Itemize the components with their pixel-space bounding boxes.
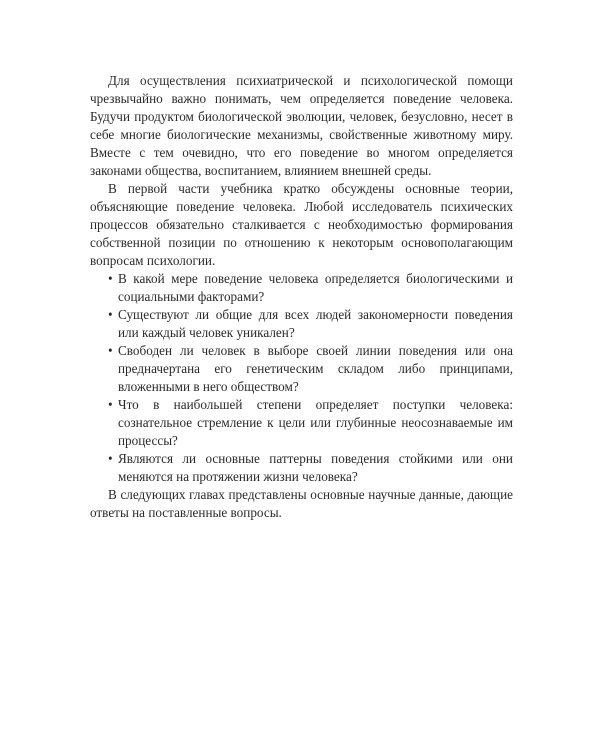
questions-list xyxy=(90,270,513,486)
document-page xyxy=(90,72,513,522)
bullet-icon: • xyxy=(108,271,113,286)
question-text: В какой мере поведение человека определяется биологическими и социальными факторами? xyxy=(118,271,513,304)
list-item xyxy=(90,450,513,486)
bullet-icon: • xyxy=(108,397,113,412)
list-item xyxy=(90,306,513,342)
textbook-overview-paragraph: В первой части учебника кратко обсуждены основные теории, объясняющие поведение человека. Любой исследователь психических процессов обязательно сталкивается с необходимостью формирования собственной позиции по отношению к некоторым основополагающим вопросам психологии. xyxy=(90,181,513,268)
bullet-icon: • xyxy=(108,307,113,322)
bullet-icon: • xyxy=(108,343,113,358)
question-text: Существуют ли общие для всех людей закономерности поведения или каждый человек уникален? xyxy=(118,307,513,340)
list-item xyxy=(90,342,513,396)
list-item xyxy=(90,270,513,306)
closing-paragraph: В следующих главах представлены основные научные данные, дающие ответы на поставленные вопросы. xyxy=(90,487,513,520)
bullet-icon: • xyxy=(108,451,113,466)
question-text: Что в наибольшей степени определяет поступки человека: сознательное стремление к цели или глубинные неосознаваемые им процессы? xyxy=(118,397,513,448)
list-item xyxy=(90,396,513,450)
question-text: Свободен ли человек в выборе своей линии поведения или она предначертана его генетическим складом либо принципами, вложенными в него обществом? xyxy=(118,343,513,394)
question-text: Являются ли основные паттерны поведения стойкими или они меняются на протяжении жизни человека? xyxy=(118,451,513,484)
intro-paragraph: Для осуществления психиатрической и психологической помощи чрезвычайно важно понимать, чем определяется поведение человека. Будучи продуктом биологической эволюции, человек, безусловно, несет в себе многие биологические механизмы, свойственные животному миру. Вместе с тем очевидно, что его поведение во многом определяется законами общества, воспитанием, влиянием внешней среды. xyxy=(90,73,513,178)
